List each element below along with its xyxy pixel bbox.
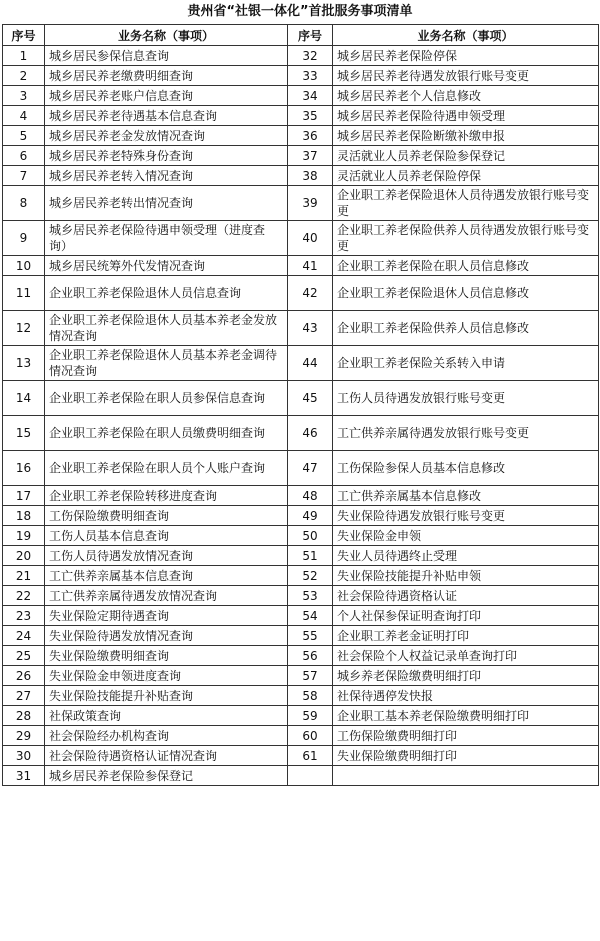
cell-left-item: 工伤人员基本信息查询: [45, 526, 288, 546]
cell-left-item: 城乡居民养老转入情况查询: [45, 166, 288, 186]
cell-right-item: 城乡居民养老保险待遇申领受理: [333, 106, 599, 126]
table-row: [3, 606, 599, 626]
cell-left-no: 20: [3, 546, 45, 566]
cell-right-no: [288, 766, 333, 786]
table-row: [3, 486, 599, 506]
cell-right-no: 47: [288, 451, 333, 486]
cell-left-item: 失业保险缴费明细查询: [45, 646, 288, 666]
cell-left-item: 社会保险经办机构查询: [45, 726, 288, 746]
cell-right-no: 45: [288, 381, 333, 416]
cell-right-item: 失业保险待遇发放银行账号变更: [333, 506, 599, 526]
table-row: [3, 766, 599, 786]
cell-left-no: 26: [3, 666, 45, 686]
cell-left-item: 城乡居民养老特殊身份查询: [45, 146, 288, 166]
cell-left-no: 13: [3, 346, 45, 381]
table-row: [3, 311, 599, 346]
cell-left-item: 工亡供养亲属待遇发放情况查询: [45, 586, 288, 606]
cell-left-no: 16: [3, 451, 45, 486]
cell-right-item: 企业职工养老保险在职人员信息修改: [333, 256, 599, 276]
cell-left-no: 24: [3, 626, 45, 646]
cell-right-no: 49: [288, 506, 333, 526]
cell-right-no: 48: [288, 486, 333, 506]
table-row: [3, 126, 599, 146]
cell-right-item: 企业职工养老保险供养人员待遇发放银行账号变更: [333, 221, 599, 256]
cell-right-no: 43: [288, 311, 333, 346]
cell-right-no: 52: [288, 566, 333, 586]
cell-right-item: [333, 766, 599, 786]
table-header-row: [3, 25, 599, 46]
cell-right-no: 41: [288, 256, 333, 276]
cell-left-item: 城乡居民养老金发放情况查询: [45, 126, 288, 146]
table-row: [3, 506, 599, 526]
cell-left-item: 城乡居民统筹外代发情况查询: [45, 256, 288, 276]
table-row: [3, 706, 599, 726]
cell-left-no: 21: [3, 566, 45, 586]
cell-left-no: 23: [3, 606, 45, 626]
cell-left-no: 30: [3, 746, 45, 766]
table-row: [3, 726, 599, 746]
cell-left-no: 27: [3, 686, 45, 706]
cell-right-no: 38: [288, 166, 333, 186]
cell-right-item: 社保待遇停发快报: [333, 686, 599, 706]
cell-left-no: 29: [3, 726, 45, 746]
cell-left-no: 19: [3, 526, 45, 546]
cell-right-item: 社会保险个人权益记录单查询打印: [333, 646, 599, 666]
cell-right-no: 56: [288, 646, 333, 666]
cell-right-no: 55: [288, 626, 333, 646]
cell-left-no: 15: [3, 416, 45, 451]
service-items-table: [2, 24, 599, 786]
cell-right-no: 37: [288, 146, 333, 166]
table-row: [3, 186, 599, 221]
cell-left-item: 企业职工养老保险退休人员基本养老金调待情况查询: [45, 346, 288, 381]
cell-left-item: 城乡居民养老转出情况查询: [45, 186, 288, 221]
cell-right-no: 59: [288, 706, 333, 726]
cell-left-no: 18: [3, 506, 45, 526]
table-row: [3, 221, 599, 256]
table-row: [3, 416, 599, 451]
cell-right-item: 失业保险金申领: [333, 526, 599, 546]
cell-left-item: 企业职工养老保险在职人员个人账户查询: [45, 451, 288, 486]
cell-right-item: 失业保险缴费明细打印: [333, 746, 599, 766]
cell-right-item: 企业职工养老保险关系转入申请: [333, 346, 599, 381]
cell-left-item: 失业保险金申领进度查询: [45, 666, 288, 686]
cell-right-no: 50: [288, 526, 333, 546]
cell-left-no: 25: [3, 646, 45, 666]
table-row: [3, 106, 599, 126]
cell-left-item: 城乡居民养老待遇基本信息查询: [45, 106, 288, 126]
cell-left-item: 工伤人员待遇发放情况查询: [45, 546, 288, 566]
cell-right-item: 工亡供养亲属基本信息修改: [333, 486, 599, 506]
cell-right-no: 51: [288, 546, 333, 566]
cell-right-item: 企业职工基本养老保险缴费明细打印: [333, 706, 599, 726]
table-row: [3, 346, 599, 381]
cell-right-item: 社会保险待遇资格认证: [333, 586, 599, 606]
cell-right-no: 54: [288, 606, 333, 626]
cell-left-no: 11: [3, 276, 45, 311]
cell-right-no: 40: [288, 221, 333, 256]
cell-left-item: 失业保险待遇发放情况查询: [45, 626, 288, 646]
table-row: [3, 381, 599, 416]
cell-right-item: 工伤保险参保人员基本信息修改: [333, 451, 599, 486]
cell-left-no: 22: [3, 586, 45, 606]
cell-right-item: 工伤人员待遇发放银行账号变更: [333, 381, 599, 416]
cell-right-item: 城乡居民养老保险停保: [333, 46, 599, 66]
cell-left-item: 城乡居民养老保险参保登记: [45, 766, 288, 786]
cell-left-no: 31: [3, 766, 45, 786]
cell-left-item: 工亡供养亲属基本信息查询: [45, 566, 288, 586]
header-item-right: 业务名称（事项）: [333, 25, 599, 46]
cell-right-item: 灵活就业人员养老保险参保登记: [333, 146, 599, 166]
cell-left-item: 企业职工养老保险退休人员基本养老金发放情况查询: [45, 311, 288, 346]
table-row: [3, 746, 599, 766]
cell-left-item: 失业保险定期待遇查询: [45, 606, 288, 626]
cell-left-item: 企业职工养老保险退休人员信息查询: [45, 276, 288, 311]
cell-right-no: 46: [288, 416, 333, 451]
cell-left-no: 6: [3, 146, 45, 166]
cell-right-item: 企业职工养老保险退休人员待遇发放银行账号变更: [333, 186, 599, 221]
cell-right-no: 44: [288, 346, 333, 381]
table-row: [3, 166, 599, 186]
cell-right-item: 灵活就业人员养老保险停保: [333, 166, 599, 186]
table-row: [3, 46, 599, 66]
cell-left-no: 12: [3, 311, 45, 346]
cell-left-no: 2: [3, 66, 45, 86]
cell-left-no: 8: [3, 186, 45, 221]
cell-right-no: 61: [288, 746, 333, 766]
cell-left-no: 5: [3, 126, 45, 146]
cell-left-item: 城乡居民参保信息查询: [45, 46, 288, 66]
header-no-left: 序号: [3, 25, 45, 46]
table-row: [3, 646, 599, 666]
cell-right-item: 工伤保险缴费明细打印: [333, 726, 599, 746]
cell-right-item: 企业职工养老保险退休人员信息修改: [333, 276, 599, 311]
table-row: [3, 451, 599, 486]
cell-right-item: 城乡居民养老保险断缴补缴申报: [333, 126, 599, 146]
cell-right-no: 36: [288, 126, 333, 146]
cell-right-no: 58: [288, 686, 333, 706]
cell-right-no: 32: [288, 46, 333, 66]
cell-right-no: 33: [288, 66, 333, 86]
cell-left-no: 9: [3, 221, 45, 256]
table-row: [3, 146, 599, 166]
cell-left-no: 10: [3, 256, 45, 276]
page-title: 贵州省“社银一体化”首批服务事项清单: [187, 4, 413, 19]
table-row: [3, 256, 599, 276]
cell-right-item: 失业人员待遇终止受理: [333, 546, 599, 566]
cell-right-item: 个人社保参保证明查询打印: [333, 606, 599, 626]
cell-left-item: 企业职工养老保险转移进度查询: [45, 486, 288, 506]
cell-right-item: 城乡养老保险缴费明细打印: [333, 666, 599, 686]
cell-right-item: 企业职工养老金证明打印: [333, 626, 599, 646]
cell-right-item: 企业职工养老保险供养人员信息修改: [333, 311, 599, 346]
cell-right-no: 35: [288, 106, 333, 126]
cell-left-no: 4: [3, 106, 45, 126]
table-row: [3, 546, 599, 566]
cell-left-item: 企业职工养老保险在职人员缴费明细查询: [45, 416, 288, 451]
cell-right-item: 城乡居民养老个人信息修改: [333, 86, 599, 106]
cell-left-no: 3: [3, 86, 45, 106]
cell-left-item: 社保政策查询: [45, 706, 288, 726]
cell-left-item: 城乡居民养老账户信息查询: [45, 86, 288, 106]
cell-left-item: 失业保险技能提升补贴查询: [45, 686, 288, 706]
table-row: [3, 276, 599, 311]
table-row: [3, 566, 599, 586]
cell-right-no: 42: [288, 276, 333, 311]
cell-left-no: 17: [3, 486, 45, 506]
table-row: [3, 586, 599, 606]
table-row: [3, 686, 599, 706]
cell-left-no: 14: [3, 381, 45, 416]
cell-right-item: 工亡供养亲属待遇发放银行账号变更: [333, 416, 599, 451]
table-body: [3, 46, 599, 786]
cell-right-no: 39: [288, 186, 333, 221]
cell-right-no: 53: [288, 586, 333, 606]
header-item-left: 业务名称（事项）: [45, 25, 288, 46]
table-row: [3, 666, 599, 686]
cell-left-no: 1: [3, 46, 45, 66]
table-row: [3, 86, 599, 106]
cell-right-no: 57: [288, 666, 333, 686]
cell-left-no: 7: [3, 166, 45, 186]
cell-right-item: 失业保险技能提升补贴申领: [333, 566, 599, 586]
cell-left-item: 企业职工养老保险在职人员参保信息查询: [45, 381, 288, 416]
table-row: [3, 66, 599, 86]
cell-left-item: 城乡居民养老保险待遇申领受理（进度查询）: [45, 221, 288, 256]
cell-right-no: 60: [288, 726, 333, 746]
table-row: [3, 626, 599, 646]
cell-left-no: 28: [3, 706, 45, 726]
cell-left-item: 工伤保险缴费明细查询: [45, 506, 288, 526]
table-row: [3, 526, 599, 546]
cell-left-item: 城乡居民养老缴费明细查询: [45, 66, 288, 86]
cell-right-no: 34: [288, 86, 333, 106]
cell-right-item: 城乡居民养老待遇发放银行账号变更: [333, 66, 599, 86]
cell-left-item: 社会保险待遇资格认证情况查询: [45, 746, 288, 766]
header-no-right: 序号: [288, 25, 333, 46]
